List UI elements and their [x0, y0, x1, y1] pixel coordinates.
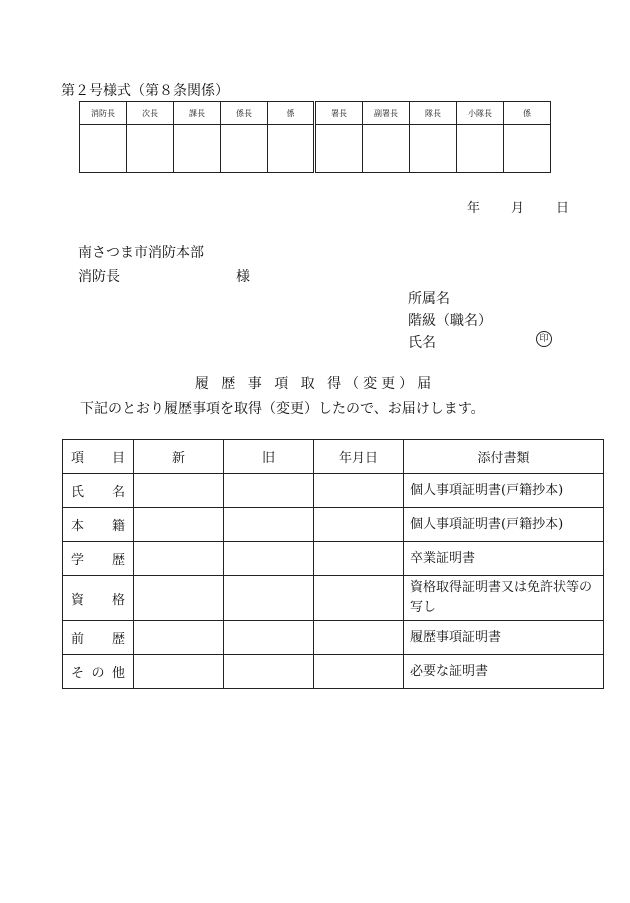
new-value-cell[interactable] — [134, 542, 224, 576]
name-label: 氏名 — [408, 335, 436, 351]
column-header-date: 年月日 — [314, 440, 404, 474]
column-header-attachments: 添付書類 — [404, 440, 604, 474]
addressee-organization: 南さつま市消防本部 — [78, 245, 204, 261]
column-header-new: 新 — [134, 440, 224, 474]
approval-header: 係 — [504, 102, 551, 125]
date-day-label: 日 — [556, 201, 570, 216]
approval-stamp-box[interactable] — [80, 125, 127, 173]
approval-stamp-box[interactable] — [174, 125, 221, 173]
approval-stamp-box[interactable] — [457, 125, 504, 173]
table-row — [63, 576, 604, 621]
addressee-title: 消防長 — [78, 269, 120, 285]
attachment-document: 個人事項証明書(戸籍抄本) — [404, 474, 604, 508]
old-value-cell[interactable] — [224, 655, 314, 689]
date-cell[interactable] — [314, 542, 404, 576]
approval-stamp-box[interactable] — [127, 125, 174, 173]
attachment-document: 資格取得証明書又は免許状等の写し — [404, 576, 604, 621]
attachment-document: 卒業証明書 — [404, 542, 604, 576]
seal-icon: 印 — [536, 331, 552, 347]
row-item-label: そ の 他 — [63, 655, 134, 689]
history-items-table — [62, 439, 604, 689]
approval-header: 隊長 — [410, 102, 457, 125]
old-value-cell[interactable] — [224, 474, 314, 508]
rank-label: 階級（職名） — [408, 313, 492, 329]
date-year-label: 年 — [467, 201, 481, 216]
intro-text: 下記のとおり履歴事項を取得（変更）したので、お届けします。 — [80, 401, 485, 417]
table-row — [63, 655, 604, 689]
approval-header: 副署長 — [363, 102, 410, 125]
approval-stamp-box[interactable] — [363, 125, 410, 173]
old-value-cell[interactable] — [224, 576, 314, 621]
row-item-label: 資 格 — [63, 576, 134, 621]
new-value-cell[interactable] — [134, 655, 224, 689]
date-cell[interactable] — [314, 508, 404, 542]
column-header-old: 旧 — [224, 440, 314, 474]
new-value-cell[interactable] — [134, 508, 224, 542]
approval-stamp-box[interactable] — [504, 125, 551, 173]
row-item-label: 学 歴 — [63, 542, 134, 576]
approval-header: 課長 — [174, 102, 221, 125]
attachment-document: 必要な証明書 — [404, 655, 604, 689]
table-row — [63, 474, 604, 508]
new-value-cell[interactable] — [134, 474, 224, 508]
affiliation-label: 所属名 — [408, 291, 450, 307]
approval-header: 係 — [268, 102, 315, 125]
date-cell[interactable] — [314, 621, 404, 655]
approval-header: 小隊長 — [457, 102, 504, 125]
table-row — [63, 542, 604, 576]
approval-header: 係長 — [221, 102, 268, 125]
approval-header: 消防長 — [80, 102, 127, 125]
row-item-label: 本 籍 — [63, 508, 134, 542]
addressee-honorific: 様 — [236, 269, 250, 285]
new-value-cell[interactable] — [134, 576, 224, 621]
form-title: 履 歴 事 項 取 得（変更）届 — [194, 376, 436, 392]
date-cell[interactable] — [314, 576, 404, 621]
table-row — [63, 621, 604, 655]
row-item-label: 前 歴 — [63, 621, 134, 655]
approval-stamp-box[interactable] — [410, 125, 457, 173]
attachment-document: 履歴事項証明書 — [404, 621, 604, 655]
new-value-cell[interactable] — [134, 621, 224, 655]
approval-stamp-box[interactable] — [268, 125, 315, 173]
date-month-label: 月 — [511, 201, 525, 216]
approval-stamp-box[interactable] — [315, 125, 363, 173]
attachment-document: 個人事項証明書(戸籍抄本) — [404, 508, 604, 542]
column-header-item: 項 目 — [63, 440, 134, 474]
approval-header: 次長 — [127, 102, 174, 125]
row-item-label: 氏 名 — [63, 474, 134, 508]
old-value-cell[interactable] — [224, 542, 314, 576]
old-value-cell[interactable] — [224, 508, 314, 542]
approval-header: 署長 — [315, 102, 363, 125]
table-header-row — [63, 440, 604, 474]
form-number: 第２号様式（第８条関係） — [61, 83, 229, 99]
date-cell[interactable] — [314, 474, 404, 508]
approval-stamp-table — [79, 101, 551, 173]
approval-stamp-box[interactable] — [221, 125, 268, 173]
table-row — [63, 508, 604, 542]
old-value-cell[interactable] — [224, 621, 314, 655]
date-cell[interactable] — [314, 655, 404, 689]
